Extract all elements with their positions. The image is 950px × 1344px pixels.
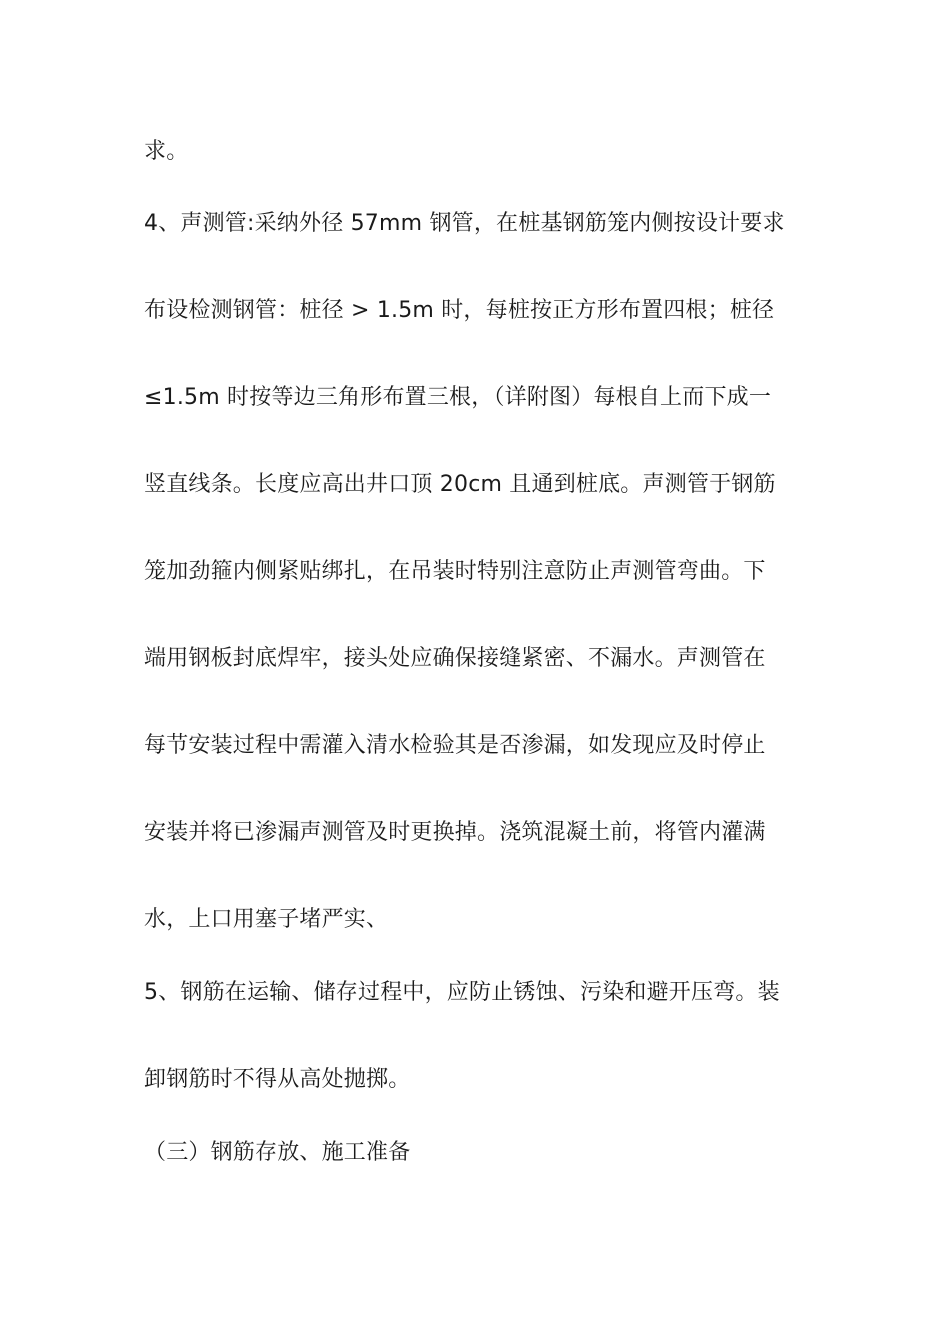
text-line-12: 卸钢筋时不得从高处抛掷。	[144, 1067, 411, 1092]
text-line-2: 4、声测管:采纳外径 57mm 钢管，在桩基钢筋笼内侧按设计要求	[144, 211, 785, 236]
text-line-8: 每节安装过程中需灌入清水检验其是否渗漏，如发现应及时停止	[144, 733, 766, 758]
text-line-6: 笼加劲箍内侧紧贴绑扎，在吊装时特别注意防止声测管弯曲。下	[144, 559, 766, 584]
text-line-4: ≤1.5m 时按等边三角形布置三根，（详附图）每根自上而下成一	[144, 385, 772, 410]
text-line-1: 求。	[144, 139, 189, 164]
text-line-3: 布设检测钢管：桩径 > 1.5m 时，每桩按正方形布置四根；桩径	[144, 298, 775, 323]
text-line-9: 安装并将已渗漏声测管及时更换掉。浇筑混凝土前，将管内灌满	[144, 820, 766, 845]
text-line-11: 5、钢筋在运输、储存过程中，应防止锈蚀、污染和避开压弯。装	[144, 980, 780, 1005]
text-line-10: 水，上口用塞子堵严实、	[144, 907, 389, 932]
text-line-7: 端用钢板封底焊牢，接头处应确保接缝紧密、不漏水。声测管在	[144, 646, 766, 671]
text-line-5: 竖直线条。长度应高出井口顶 20cm 且通到桩底。声测管于钢筋	[144, 472, 776, 497]
section-heading: （三）钢筋存放、施工准备	[144, 1140, 411, 1165]
